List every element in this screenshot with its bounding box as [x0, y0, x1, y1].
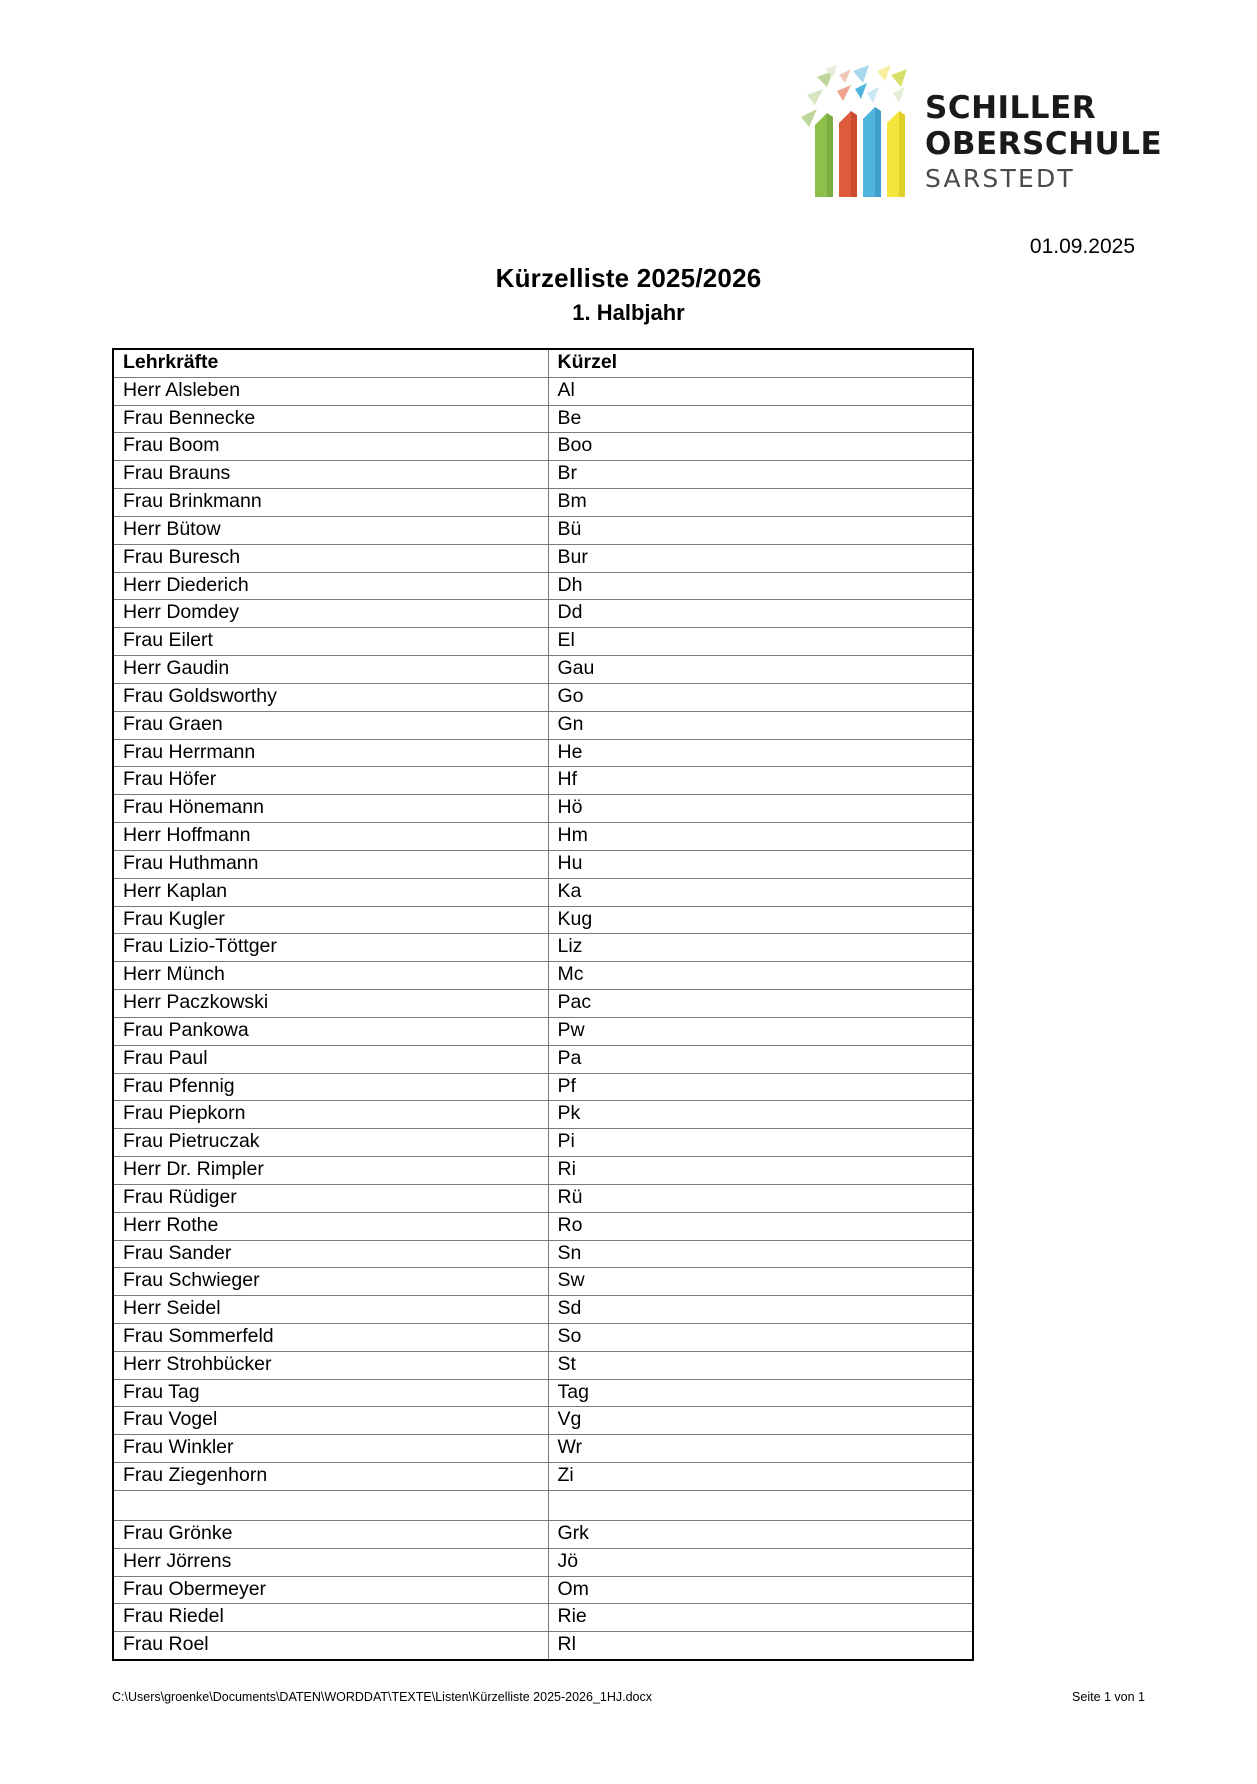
- table-row: [113, 1045, 973, 1073]
- cell-teacher-abbr: Sw: [548, 1268, 973, 1296]
- cell-teacher-abbr: Ka: [548, 878, 973, 906]
- cell-teacher-name: Frau Riedel: [113, 1604, 548, 1632]
- cell-teacher-abbr: Pac: [548, 990, 973, 1018]
- cell-teacher-name: Herr Seidel: [113, 1296, 548, 1324]
- cell-teacher-abbr: Al: [548, 377, 973, 405]
- cell-teacher-abbr: Pw: [548, 1017, 973, 1045]
- cell-teacher-name: Frau Eilert: [113, 628, 548, 656]
- cell-teacher-name: Frau Paul: [113, 1045, 548, 1073]
- cell-teacher-abbr: Pa: [548, 1045, 973, 1073]
- cell-teacher-abbr: He: [548, 739, 973, 767]
- column-header-lehrkraefte: Lehrkräfte: [113, 349, 548, 377]
- cell-teacher-abbr: St: [548, 1351, 973, 1379]
- cell-teacher-name: Herr Kaplan: [113, 878, 548, 906]
- cell-teacher-name: [113, 1490, 548, 1520]
- cell-teacher-abbr: Ri: [548, 1157, 973, 1185]
- cell-teacher-name: Frau Buresch: [113, 544, 548, 572]
- cell-teacher-name: Frau Hönemann: [113, 795, 548, 823]
- footer-page-number: Seite 1 von 1: [1072, 1690, 1145, 1704]
- cell-teacher-name: Herr Paczkowski: [113, 990, 548, 1018]
- cell-teacher-abbr: El: [548, 628, 973, 656]
- table-row: [113, 1268, 973, 1296]
- cell-teacher-abbr: Grk: [548, 1520, 973, 1548]
- table-row: [113, 990, 973, 1018]
- table-row: [113, 1101, 973, 1129]
- table-head: [113, 349, 973, 377]
- table-row: [113, 850, 973, 878]
- cell-teacher-name: Frau Herrmann: [113, 739, 548, 767]
- table-row: [113, 1632, 973, 1660]
- table-row: [113, 767, 973, 795]
- cell-teacher-name: Frau Bennecke: [113, 405, 548, 433]
- cell-teacher-name: Herr Jörrens: [113, 1548, 548, 1576]
- cell-teacher-abbr: Go: [548, 683, 973, 711]
- table-row: [113, 516, 973, 544]
- cell-teacher-name: Herr Strohbücker: [113, 1351, 548, 1379]
- table-row: [113, 1435, 973, 1463]
- cell-teacher-abbr: Br: [548, 461, 973, 489]
- table-row: [113, 1157, 973, 1185]
- cell-teacher-abbr: Sd: [548, 1296, 973, 1324]
- logo-wordmark: [925, 90, 1163, 197]
- table-row: [113, 878, 973, 906]
- cell-teacher-abbr: Jö: [548, 1548, 973, 1576]
- cell-teacher-abbr: Tag: [548, 1379, 973, 1407]
- cell-teacher-abbr: Om: [548, 1576, 973, 1604]
- cell-teacher-name: Frau Schwieger: [113, 1268, 548, 1296]
- cell-teacher-name: Frau Winkler: [113, 1435, 548, 1463]
- table-row: [113, 962, 973, 990]
- cell-teacher-name: Frau Sander: [113, 1240, 548, 1268]
- cell-teacher-name: Frau Lizio-Töttger: [113, 934, 548, 962]
- cell-teacher-name: Frau Rüdiger: [113, 1184, 548, 1212]
- table-row: [113, 377, 973, 405]
- title-block: [0, 262, 1257, 326]
- cell-teacher-name: Frau Pankowa: [113, 1017, 548, 1045]
- cell-teacher-abbr: Rie: [548, 1604, 973, 1632]
- table-row: [113, 656, 973, 684]
- column-header-kuerzel: Kürzel: [548, 349, 973, 377]
- cell-teacher-abbr: Pk: [548, 1101, 973, 1129]
- cell-teacher-abbr: Be: [548, 405, 973, 433]
- table-row: [113, 1379, 973, 1407]
- table-row: [113, 544, 973, 572]
- table-row: [113, 1351, 973, 1379]
- page-footer: [112, 1690, 1145, 1704]
- cell-teacher-name: Frau Obermeyer: [113, 1576, 548, 1604]
- page-title: Kürzelliste 2025/2026: [495, 263, 762, 293]
- cell-teacher-name: Frau Boom: [113, 433, 548, 461]
- cell-teacher-name: Frau Roel: [113, 1632, 548, 1660]
- cell-teacher-abbr: Bur: [548, 544, 973, 572]
- cell-teacher-abbr: Hm: [548, 823, 973, 851]
- cell-teacher-abbr: Hf: [548, 767, 973, 795]
- cell-teacher-name: Frau Brinkmann: [113, 489, 548, 517]
- cell-teacher-name: Frau Brauns: [113, 461, 548, 489]
- table-row: [113, 1604, 973, 1632]
- cell-teacher-abbr: Wr: [548, 1435, 973, 1463]
- table-header-row: [113, 349, 973, 377]
- cell-teacher-name: Frau Pietruczak: [113, 1129, 548, 1157]
- school-logo: [793, 62, 1163, 197]
- table-row: [113, 1240, 973, 1268]
- cell-teacher-name: Frau Goldsworthy: [113, 683, 548, 711]
- table-row: [113, 405, 973, 433]
- cell-teacher-name: Herr Diederich: [113, 572, 548, 600]
- cell-teacher-name: Herr Alsleben: [113, 377, 548, 405]
- cell-teacher-abbr: Ro: [548, 1212, 973, 1240]
- cell-teacher-abbr: Sn: [548, 1240, 973, 1268]
- table-row: [113, 906, 973, 934]
- cell-teacher-abbr: Pf: [548, 1073, 973, 1101]
- cell-teacher-abbr: Hö: [548, 795, 973, 823]
- cell-teacher-abbr: Liz: [548, 934, 973, 962]
- kuerzel-table: [112, 348, 974, 1661]
- cell-teacher-name: Frau Höfer: [113, 767, 548, 795]
- table-row: [113, 1073, 973, 1101]
- cell-teacher-abbr: Bü: [548, 516, 973, 544]
- table-row: [113, 600, 973, 628]
- cell-teacher-name: Frau Pfennig: [113, 1073, 548, 1101]
- cell-teacher-name: Frau Ziegenhorn: [113, 1463, 548, 1491]
- table-row: [113, 711, 973, 739]
- cell-teacher-name: Frau Graen: [113, 711, 548, 739]
- cell-teacher-abbr: Hu: [548, 850, 973, 878]
- cell-teacher-name: Frau Grönke: [113, 1520, 548, 1548]
- cell-teacher-abbr: So: [548, 1323, 973, 1351]
- table-row: [113, 628, 973, 656]
- cell-teacher-abbr: Gn: [548, 711, 973, 739]
- cell-teacher-name: Herr Gaudin: [113, 656, 548, 684]
- table-row: [113, 795, 973, 823]
- kuerzel-table-wrapper: [112, 348, 972, 1661]
- cell-teacher-abbr: [548, 1490, 973, 1520]
- cell-teacher-name: Herr Münch: [113, 962, 548, 990]
- cell-teacher-name: Herr Rothe: [113, 1212, 548, 1240]
- table-row: [113, 739, 973, 767]
- logo-line-sarstedt: SARSTEDT: [925, 164, 1075, 193]
- table-row: [113, 433, 973, 461]
- table-spacer-row: [113, 1490, 973, 1520]
- table-row: [113, 934, 973, 962]
- table-row: [113, 1407, 973, 1435]
- table-row: [113, 461, 973, 489]
- document-date: 01.09.2025: [1029, 235, 1135, 258]
- cell-teacher-abbr: Bm: [548, 489, 973, 517]
- logo-mark-icon: [793, 65, 911, 197]
- table-row: [113, 1576, 973, 1604]
- table-row: [113, 683, 973, 711]
- table-row: [113, 1296, 973, 1324]
- cell-teacher-abbr: Kug: [548, 906, 973, 934]
- cell-teacher-name: Frau Kugler: [113, 906, 548, 934]
- table-row: [113, 489, 973, 517]
- cell-teacher-abbr: Boo: [548, 433, 973, 461]
- cell-teacher-abbr: Gau: [548, 656, 973, 684]
- cell-teacher-name: Frau Tag: [113, 1379, 548, 1407]
- table-row: [113, 572, 973, 600]
- table-row: [113, 1129, 973, 1157]
- cell-teacher-name: Herr Bütow: [113, 516, 548, 544]
- cell-teacher-name: Frau Sommerfeld: [113, 1323, 548, 1351]
- table-row: [113, 1520, 973, 1548]
- cell-teacher-name: Herr Dr. Rimpler: [113, 1157, 548, 1185]
- cell-teacher-abbr: Rü: [548, 1184, 973, 1212]
- logo-line-schiller: SCHILLER: [925, 90, 1097, 126]
- table-row: [113, 823, 973, 851]
- cell-teacher-abbr: Mc: [548, 962, 973, 990]
- cell-teacher-abbr: Rl: [548, 1632, 973, 1660]
- table-row: [113, 1548, 973, 1576]
- cell-teacher-abbr: Pi: [548, 1129, 973, 1157]
- table-row: [113, 1184, 973, 1212]
- cell-teacher-name: Herr Hoffmann: [113, 823, 548, 851]
- cell-teacher-abbr: Dh: [548, 572, 973, 600]
- cell-teacher-name: Frau Vogel: [113, 1407, 548, 1435]
- table-row: [113, 1212, 973, 1240]
- footer-file-path: C:\Users\groenke\Documents\DATEN\WORDDAT\TEXTE\Listen\Kürzelliste 2025-2026_1HJ.docx: [112, 1690, 653, 1704]
- table-row: [113, 1017, 973, 1045]
- logo-line-oberschule: OBERSCHULE: [925, 126, 1163, 162]
- cell-teacher-abbr: Zi: [548, 1463, 973, 1491]
- table-row: [113, 1323, 973, 1351]
- table-row: [113, 1463, 973, 1491]
- cell-teacher-abbr: Dd: [548, 600, 973, 628]
- page-subtitle: 1. Halbjahr: [572, 299, 685, 325]
- cell-teacher-name: Herr Domdey: [113, 600, 548, 628]
- cell-teacher-name: Frau Piepkorn: [113, 1101, 548, 1129]
- cell-teacher-name: Frau Huthmann: [113, 850, 548, 878]
- cell-teacher-abbr: Vg: [548, 1407, 973, 1435]
- table-body: [113, 377, 973, 1660]
